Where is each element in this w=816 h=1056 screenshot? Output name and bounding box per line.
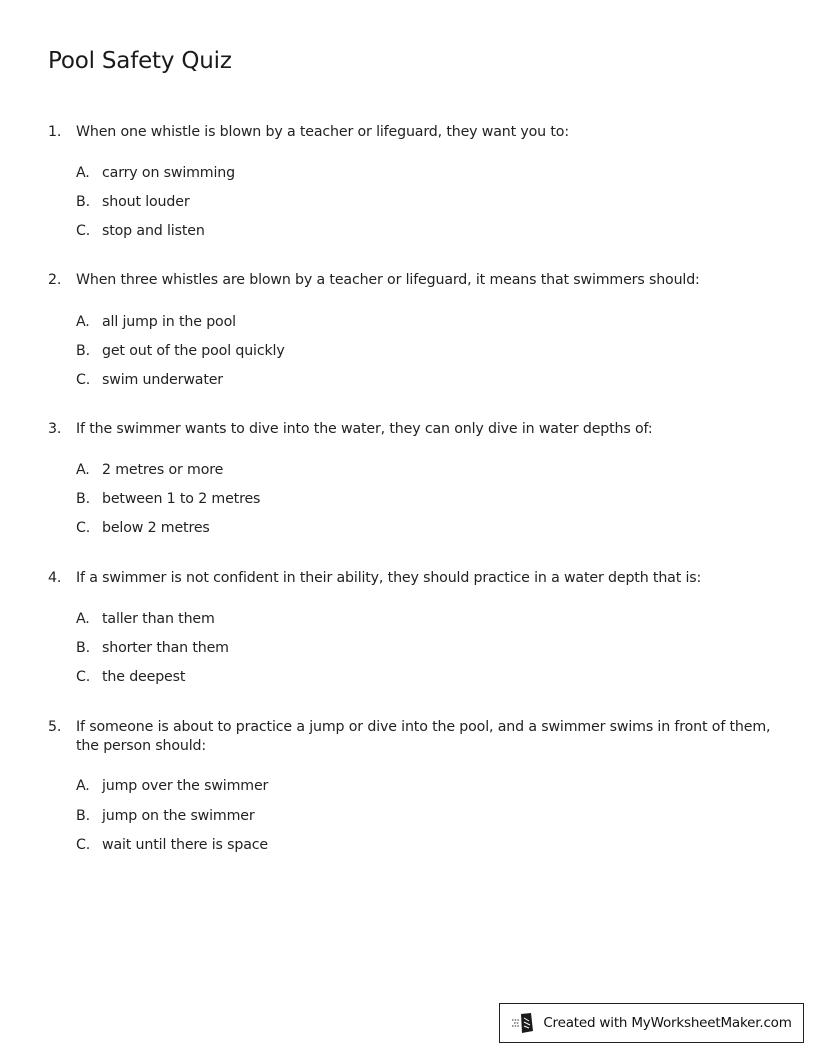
option-text: carry on swimming — [102, 165, 235, 181]
option-letter: C. — [76, 520, 91, 536]
question-number: 1. — [48, 124, 62, 140]
option-b — [76, 342, 285, 361]
option-text: 2 metres or more — [102, 462, 224, 478]
option-text: wait until there is space — [102, 837, 269, 853]
option-b — [76, 490, 260, 509]
option-text: swim underwater — [102, 372, 223, 388]
question-text: When three whistles are blown by a teacher or lifeguard, it means that swimmers should: — [76, 272, 700, 288]
option-text: below 2 metres — [102, 520, 210, 536]
option-letter: B. — [76, 194, 90, 210]
option-letter: C. — [76, 837, 91, 853]
option-letter: C. — [76, 372, 91, 388]
option-text: shout louder — [102, 194, 190, 210]
question-number: 5. — [48, 719, 62, 735]
option-text: taller than them — [102, 611, 215, 627]
question-text: If someone is about to practice a jump or dive into the pool, and a swimmer swims in front of them, the person should: — [76, 719, 771, 754]
option-letter: C. — [76, 669, 91, 685]
option-c — [76, 668, 185, 687]
option-text: the deepest — [102, 669, 186, 685]
question-1 — [48, 123, 778, 239]
option-text: get out of the pool quickly — [102, 343, 285, 359]
page-title: Pool Safety Quiz — [48, 48, 232, 74]
option-b — [76, 807, 255, 826]
option-a — [76, 461, 223, 480]
option-letter: A. — [76, 611, 90, 627]
option-b — [76, 639, 229, 658]
question-number: 4. — [48, 570, 62, 586]
worksheet-logo-icon — [511, 1012, 535, 1034]
option-letter: C. — [76, 223, 91, 239]
option-a — [76, 313, 236, 332]
question-number: 2. — [48, 272, 62, 288]
option-a — [76, 610, 215, 629]
created-with-badge[interactable] — [499, 1003, 804, 1043]
option-text: all jump in the pool — [102, 314, 236, 330]
option-c — [76, 371, 223, 390]
question-3 — [48, 420, 778, 536]
question-number: 3. — [48, 421, 62, 437]
option-letter: B. — [76, 640, 90, 656]
question-text: If the swimmer wants to dive into the water, they can only dive in water depths of: — [76, 421, 653, 437]
option-b — [76, 193, 190, 212]
question-5 — [48, 718, 778, 853]
option-a — [76, 777, 268, 796]
option-letter: A. — [76, 462, 90, 478]
question-text: If a swimmer is not confident in their ability, they should practice in a water depth that is: — [76, 570, 702, 586]
option-c — [76, 519, 210, 538]
option-letter: A. — [76, 314, 90, 330]
question-2 — [48, 271, 778, 388]
option-letter: B. — [76, 808, 90, 824]
option-letter: B. — [76, 343, 90, 359]
footer-text: Created with MyWorksheetMaker.com — [543, 1015, 792, 1031]
option-text: between 1 to 2 metres — [102, 491, 261, 507]
question-text: When one whistle is blown by a teacher or lifeguard, they want you to: — [76, 124, 569, 140]
option-text: jump over the swimmer — [102, 778, 269, 794]
option-c — [76, 222, 205, 241]
option-c — [76, 836, 268, 855]
option-letter: A. — [76, 165, 90, 181]
option-letter: A. — [76, 778, 90, 794]
option-a — [76, 164, 235, 183]
option-text: stop and listen — [102, 223, 205, 239]
question-4 — [48, 569, 778, 685]
option-text: shorter than them — [102, 640, 229, 656]
option-letter: B. — [76, 491, 90, 507]
option-text: jump on the swimmer — [102, 808, 255, 824]
